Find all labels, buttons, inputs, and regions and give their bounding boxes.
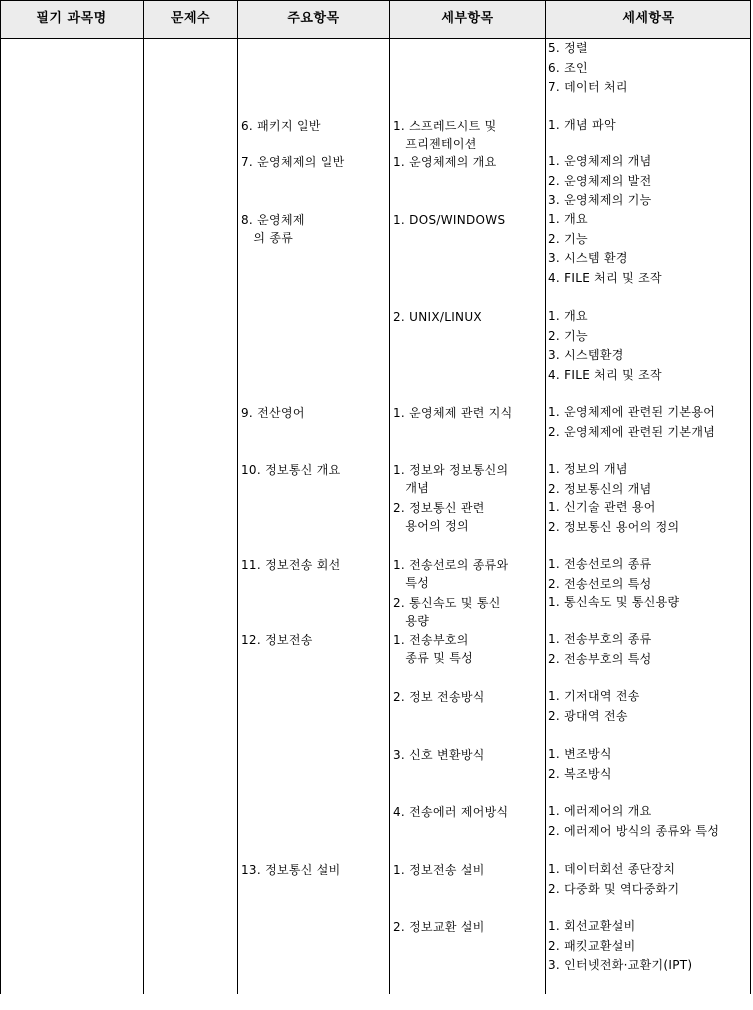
sub-item: 4. 전송에러 제어방식	[393, 805, 509, 819]
detail-item: 2. 전송선로의 특성	[548, 576, 652, 591]
detail-item: 2. 전송부호의 특성	[548, 651, 652, 666]
header-subject-name: 필기 과목명	[36, 11, 107, 26]
detail-item: 1. 전송선로의 종류	[548, 557, 652, 571]
sub-item: 1. 운영체제의 개요	[393, 155, 497, 169]
detail-item: 1. 기저대역 전송	[548, 689, 640, 703]
detail-item: 3. 시스템 환경	[548, 251, 628, 265]
sub-item: 1. 전송선로의 종류와 특성	[393, 558, 509, 590]
sub-item: 2. 정보 전송방식	[393, 690, 485, 704]
sub-item: 1. 정보전송 설비	[393, 863, 485, 877]
main-item: 7. 운영체제의 일반	[241, 155, 345, 169]
sub-item: 1. 스프레드시트 및 프리젠테이션	[393, 119, 497, 151]
detail-item: 1. 전송부호의 종류	[548, 632, 652, 646]
main-item: 12. 정보전송	[241, 633, 313, 647]
header-detail-items: 세세항목	[622, 11, 675, 26]
header-sub-items: 세부항목	[441, 11, 494, 26]
column-divider	[0, 0, 1, 994]
detail-item: 2. 운영체제의 발전	[548, 173, 652, 188]
sub-item: 2. 정보교환 설비	[393, 920, 485, 934]
column-divider	[750, 0, 751, 994]
header-question-count: 문제수	[170, 11, 211, 26]
detail-item: 4. FILE 처리 및 조작	[548, 270, 662, 285]
sub-item: 3. 신호 변환방식	[393, 748, 485, 762]
main-item: 13. 정보통신 설비	[241, 863, 341, 877]
sub-item: 1. 정보와 정보통신의 개념	[393, 463, 509, 495]
detail-item: 2. 정보통신의 개념	[548, 481, 652, 496]
detail-item: 1. 변조방식	[548, 747, 612, 761]
sub-item: 1. 전송부호의 종류 및 특성	[393, 633, 474, 665]
detail-item: 2. 기능	[548, 328, 588, 343]
detail-item: 3. 운영체제의 기능	[548, 193, 652, 207]
detail-item: 1. 개요	[548, 212, 588, 226]
sub-item: 2. UNIX/LINUX	[393, 310, 482, 324]
detail-item: 2. 기능	[548, 231, 588, 246]
sub-item: 2. 통신속도 및 통신 용량	[393, 596, 501, 628]
column-divider	[143, 0, 144, 994]
sub-item: 1. 운영체제 관련 지식	[393, 406, 513, 420]
detail-item: 2. 복조방식	[548, 766, 612, 781]
header-main-items: 주요항목	[287, 11, 340, 26]
detail-item: 1. 개요	[548, 309, 588, 323]
detail-item: 1. 개념 파악	[548, 118, 616, 132]
detail-item: 2. 에러제어 방식의 종류와 특성	[548, 823, 720, 838]
detail-item: 3. 인터넷전화·교환기(IPT)	[548, 958, 693, 972]
main-item: 10. 정보통신 개요	[241, 463, 341, 477]
detail-item: 6. 조인	[548, 60, 588, 75]
detail-item: 1. 정보의 개념	[548, 462, 628, 476]
detail-item: 1. 데이터회선 종단장치	[548, 862, 676, 876]
sub-item: 1. DOS/WINDOWS	[393, 213, 506, 227]
detail-item: 1. 운영체제의 개념	[548, 154, 652, 168]
sub-item: 2. 정보통신 관련 용어의 정의	[393, 501, 485, 533]
detail-item: 1. 회선교환설비	[548, 919, 636, 933]
detail-item: 1. 신기술 관련 용어	[548, 500, 656, 514]
detail-item: 4. FILE 처리 및 조작	[548, 367, 662, 382]
detail-item: 2. 정보통신 용어의 정의	[548, 519, 680, 534]
column-divider	[237, 0, 238, 994]
column-divider	[545, 0, 546, 994]
detail-item: 2. 패킷교환설비	[548, 938, 636, 953]
detail-item: 2. 운영체제에 관련된 기본개념	[548, 424, 716, 439]
column-divider	[389, 0, 390, 994]
detail-item: 7. 데이터 처리	[548, 80, 628, 94]
detail-item: 1. 통신속도 및 통신용량	[548, 595, 680, 609]
detail-item: 2. 광대역 전송	[548, 708, 628, 723]
detail-item: 1. 에러제어의 개요	[548, 804, 652, 818]
detail-item: 3. 시스템환경	[548, 348, 624, 362]
detail-item: 5. 정렬	[548, 41, 588, 55]
detail-item: 2. 다중화 및 역다중화기	[548, 881, 680, 896]
main-item: 6. 패키지 일반	[241, 119, 321, 133]
main-item: 8. 운영체제 의 종류	[241, 213, 305, 245]
main-item: 11. 정보전송 회선	[241, 558, 341, 572]
main-item: 9. 전산영어	[241, 406, 305, 420]
detail-item: 1. 운영체제에 관련된 기본용어	[548, 405, 716, 419]
